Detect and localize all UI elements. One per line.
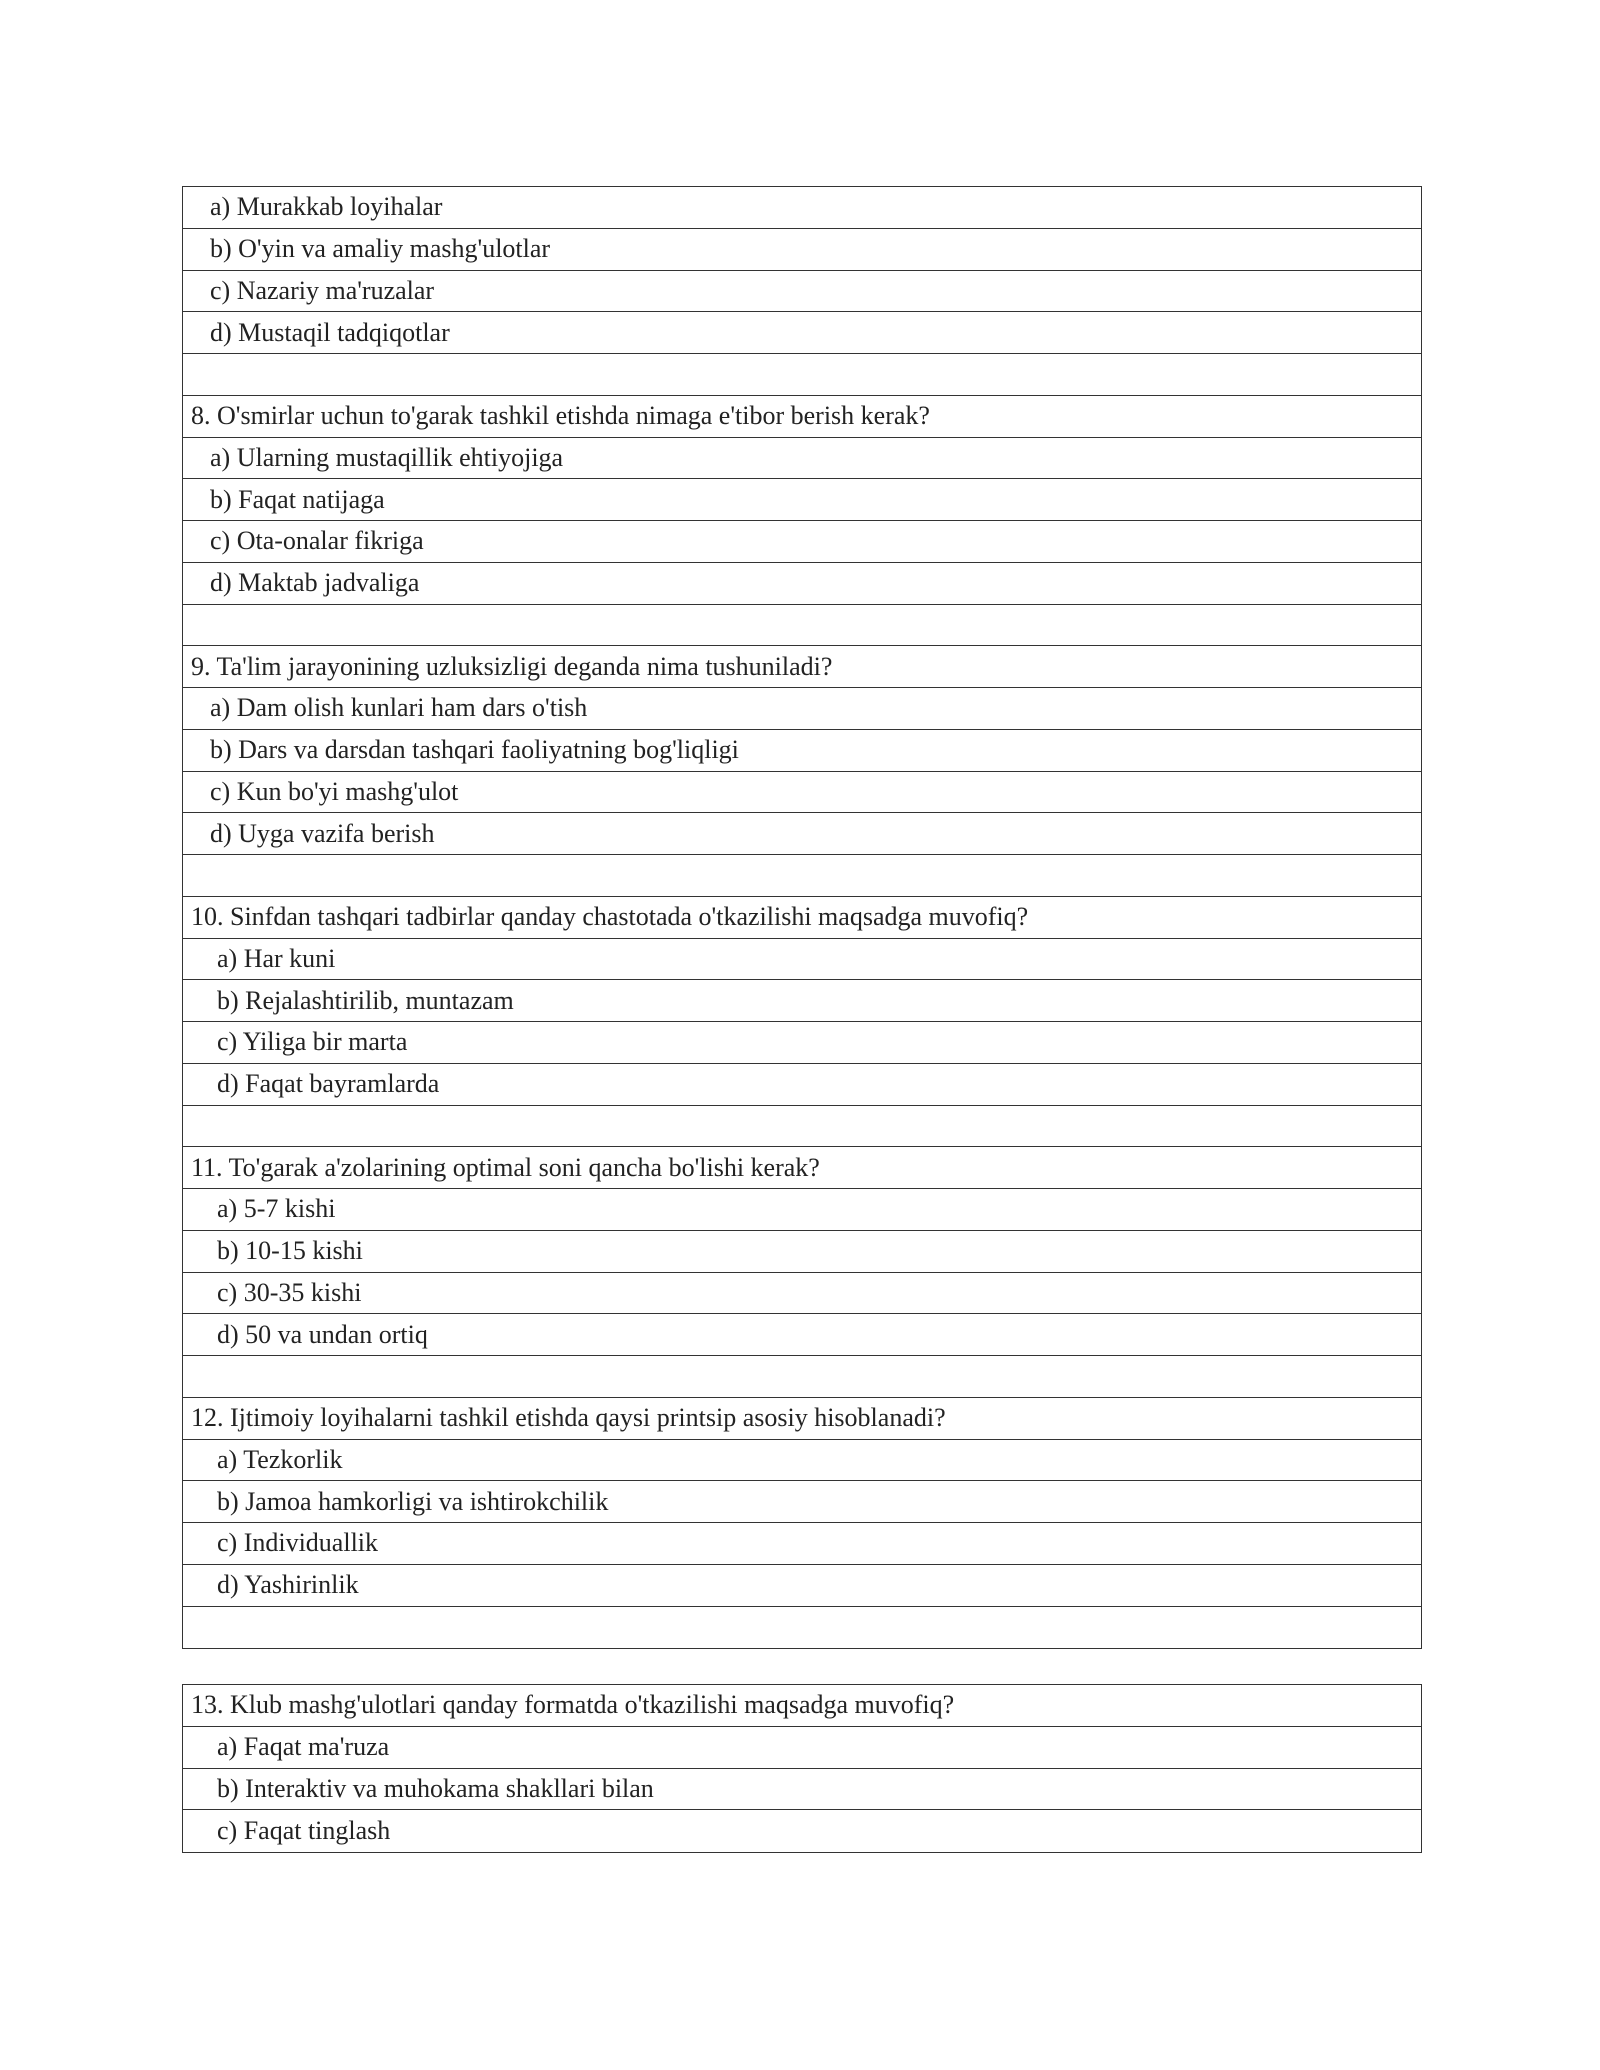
option-text: b) Faqat natijaga <box>210 484 385 514</box>
question-row <box>183 1685 1421 1727</box>
answer-option-row <box>183 563 1421 605</box>
answer-option-row <box>183 438 1421 480</box>
question-row <box>183 897 1421 939</box>
answer-option-row <box>183 1189 1421 1231</box>
option-text: c) Yiliga bir marta <box>217 1027 408 1057</box>
quiz-table-1 <box>182 186 1422 1649</box>
option-text: c) Individuallik <box>217 1528 379 1558</box>
question-text: 10. Sinfdan tashqari tadbirlar qanday chastotada o'tkazilishi maqsadga muvofiq? <box>191 902 1029 932</box>
option-text: b) Jamoa hamkorligi va ishtirokchilik <box>217 1486 609 1516</box>
answer-option-row <box>183 772 1421 814</box>
answer-option-row <box>183 1810 1421 1852</box>
answer-option-row <box>183 980 1421 1022</box>
option-text: d) Faqat bayramlarda <box>217 1069 440 1099</box>
option-text: d) Maktab jadvaliga <box>210 568 420 598</box>
option-text: a) Tezkorlik <box>217 1444 343 1474</box>
option-text: d) 50 va undan ortiq <box>217 1319 428 1349</box>
option-text: a) Murakkab loyihalar <box>210 192 443 222</box>
quiz-table-2 <box>182 1684 1422 1853</box>
blank-row <box>183 605 1421 647</box>
question-row <box>183 1398 1421 1440</box>
answer-option-row <box>183 1064 1421 1106</box>
option-text: a) 5-7 kishi <box>217 1194 336 1224</box>
option-text: b) 10-15 kishi <box>217 1236 363 1266</box>
option-text: b) Interaktiv va muhokama shakllari bilan <box>217 1773 654 1803</box>
blank-row <box>183 855 1421 897</box>
blank-row <box>183 1106 1421 1148</box>
option-text: c) 30-35 kishi <box>217 1277 362 1307</box>
answer-option-row <box>183 1022 1421 1064</box>
answer-option-row <box>183 1440 1421 1482</box>
question-text: 11. To'garak a'zolarining optimal soni qancha bo'lishi kerak? <box>191 1152 820 1182</box>
answer-option-row <box>183 1231 1421 1273</box>
option-text: c) Faqat tinglash <box>217 1816 391 1846</box>
option-text: c) Kun bo'yi mashg'ulot <box>210 776 459 806</box>
blank-row <box>183 1607 1421 1649</box>
answer-option-row <box>183 688 1421 730</box>
answer-option-row <box>183 813 1421 855</box>
option-text: d) Uyga vazifa berish <box>210 818 435 848</box>
answer-option-row <box>183 229 1421 271</box>
option-text: c) Nazariy ma'ruzalar <box>210 275 435 305</box>
option-text: a) Har kuni <box>217 943 336 973</box>
question-row <box>183 1147 1421 1189</box>
question-text: 8. O'smirlar uchun to'garak tashkil etishda nimaga e'tibor berish kerak? <box>191 401 930 431</box>
answer-option-row <box>183 730 1421 772</box>
blank-row <box>183 1356 1421 1398</box>
answer-option-row <box>183 312 1421 354</box>
option-text: b) Dars va darsdan tashqari faoliyatning bog'liqligi <box>210 735 739 765</box>
answer-option-row <box>183 1523 1421 1565</box>
option-text: a) Faqat ma'ruza <box>217 1732 390 1762</box>
answer-option-row <box>183 1565 1421 1607</box>
blank-row <box>183 354 1421 396</box>
answer-option-row <box>183 939 1421 981</box>
option-text: b) Rejalashtirilib, muntazam <box>217 985 514 1015</box>
option-text: a) Dam olish kunlari ham dars o'tish <box>210 693 588 723</box>
answer-option-row <box>183 479 1421 521</box>
question-row <box>183 396 1421 438</box>
answer-option-row <box>183 521 1421 563</box>
answer-option-row <box>183 271 1421 313</box>
answer-option-row <box>183 1314 1421 1356</box>
option-text: b) O'yin va amaliy mashg'ulotlar <box>210 234 551 264</box>
answer-option-row <box>183 1769 1421 1811</box>
question-row <box>183 646 1421 688</box>
answer-option-row <box>183 1481 1421 1523</box>
option-text: d) Yashirinlik <box>217 1570 359 1600</box>
option-text: a) Ularning mustaqillik ehtiyojiga <box>210 442 564 472</box>
answer-option-row <box>183 1727 1421 1769</box>
question-text: 13. Klub mashg'ulotlari qanday formatda o'tkazilishi maqsadga muvofiq? <box>191 1690 955 1720</box>
option-text: c) Ota-onalar fikriga <box>210 526 424 556</box>
option-text: d) Mustaqil tadqiqotlar <box>210 317 450 347</box>
question-text: 9. Ta'lim jarayonining uzluksizligi deganda nima tushuniladi? <box>191 651 833 681</box>
answer-option-row <box>183 187 1421 229</box>
answer-option-row <box>183 1273 1421 1315</box>
question-text: 12. Ijtimoiy loyihalarni tashkil etishda qaysi printsip asosiy hisoblanadi? <box>191 1403 946 1433</box>
